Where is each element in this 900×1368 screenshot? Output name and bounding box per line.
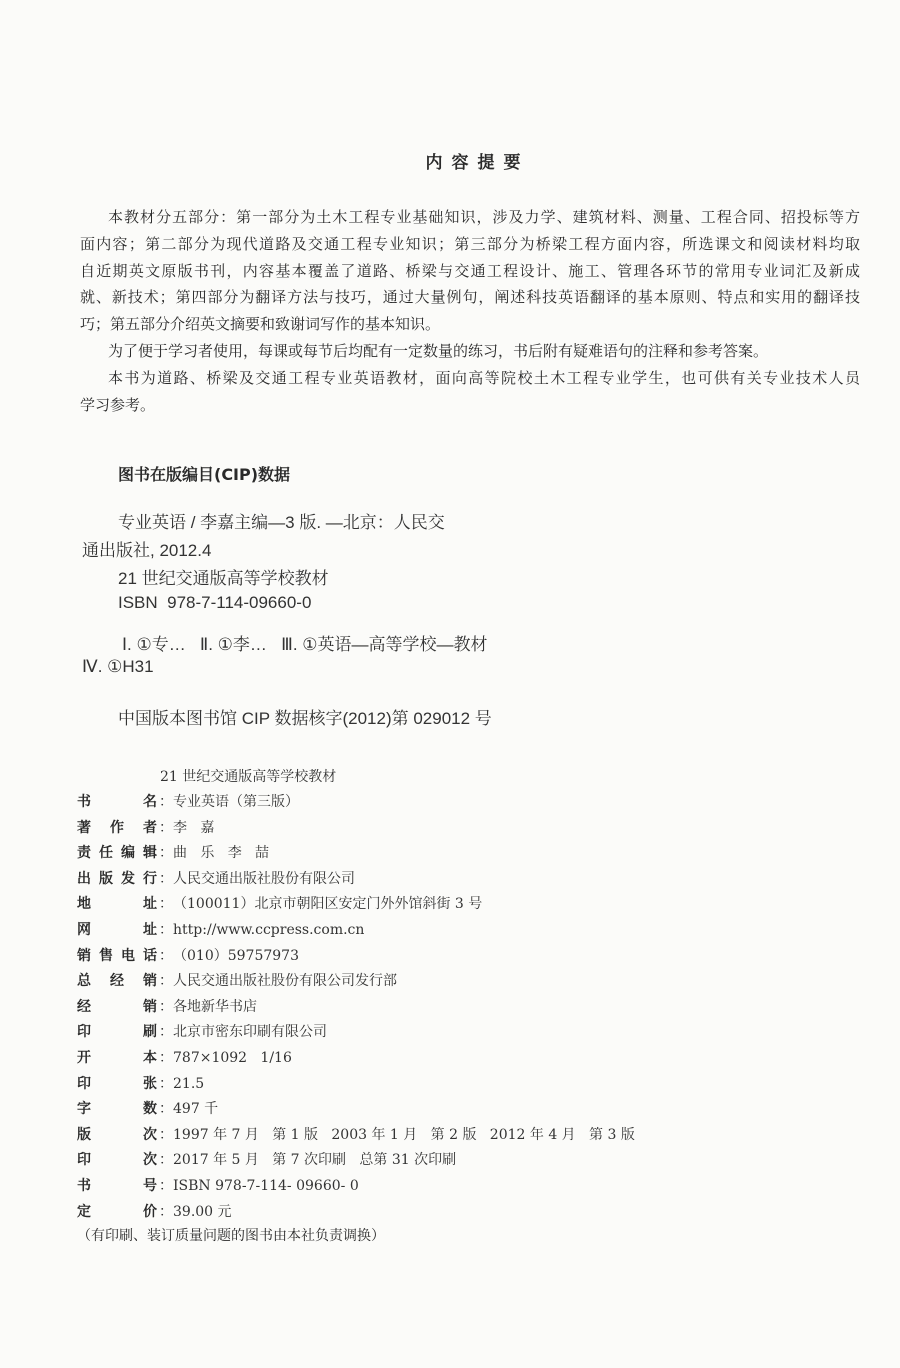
- info-label: 印次: [77, 1152, 157, 1169]
- info-label: 书号: [77, 1177, 157, 1194]
- info-value: 787×1092 1/16: [173, 1049, 292, 1066]
- cip-line1: 专业英语 / 李嘉主编—3 版. —北京：人民交: [118, 513, 445, 532]
- info-label: 总经销: [77, 973, 157, 990]
- cip-classification: Ⅳ. ①H31: [82, 657, 154, 676]
- info-value: http://www.ccpress.com.cn: [173, 921, 365, 938]
- summary-line: 巧；第五部分介绍英文摘要和致谢词写作的基本知识。: [80, 315, 441, 334]
- info-value: ISBN 978-7-114- 09660- 0: [173, 1177, 359, 1194]
- info-value: 人民交通出版社股份有限公司发行部: [173, 973, 397, 990]
- summary-line: 面内容；第二部分为现代道路及交通工程专业知识；第三部分为桥梁工程方面内容，所选课文和阅读材料均取: [80, 234, 860, 253]
- info-row: 开本 ： 787×1092 1/16: [77, 1046, 635, 1072]
- quality-notice: （有印刷、装订质量问题的图书由本社负责调换）: [77, 1228, 385, 1244]
- info-value: 人民交通出版社股份有限公司: [173, 870, 355, 887]
- info-label: 书名: [77, 794, 157, 810]
- cip-approval: 中国版本图书馆 CIP 数据核字(2012)第 029012 号: [118, 709, 492, 728]
- info-value: 曲 乐 李 喆: [173, 845, 270, 862]
- info-label: 开本: [77, 1049, 157, 1066]
- info-label: 地址: [77, 896, 157, 913]
- summary-title: 内容提要: [425, 153, 530, 173]
- info-label: 印刷: [77, 1024, 157, 1041]
- info-label: 版次: [77, 1126, 157, 1143]
- publication-info: [77, 790, 635, 1225]
- info-row: 印张 ： 21.5: [77, 1072, 635, 1098]
- info-row: 网址 ： http://www.ccpress.com.cn: [77, 918, 635, 944]
- info-row: 地址 ： （100011）北京市朝阳区安定门外外馆斜街 3 号: [77, 892, 635, 918]
- info-row: 书名 ： 专业英语（第三版）: [77, 790, 635, 816]
- info-label: 出版发行: [77, 870, 157, 887]
- cip-classification: Ⅰ. ①专… Ⅱ. ①李… Ⅲ. ①英语—高等学校—教材: [122, 635, 488, 654]
- info-row: 书号 ： ISBN 978-7-114- 09660- 0: [77, 1174, 635, 1200]
- info-row: 经销 ： 各地新华书店: [77, 995, 635, 1021]
- info-value: （100011）北京市朝阳区安定门外外馆斜街 3 号: [173, 896, 483, 913]
- cip-isbn: ISBN 978-7-114-09660-0: [118, 593, 312, 612]
- info-row: 责任编辑 ： 曲 乐 李 喆: [77, 841, 635, 867]
- summary-text: [80, 204, 860, 418]
- info-row: 出版发行 ： 人民交通出版社股份有限公司: [77, 867, 635, 893]
- info-value: 39.00 元: [173, 1203, 232, 1220]
- summary-line: 本书为道路、桥梁及交通工程专业英语教材，面向高等院校土木工程专业学生，也可供有关专业技术人员: [108, 368, 860, 387]
- summary-line: 学习参考。: [80, 395, 156, 414]
- publication-series: 21 世纪交通版高等学校教材: [160, 769, 337, 785]
- info-row: 销售电话 ： （010）59757973: [77, 944, 635, 970]
- info-label: 责任编辑: [77, 845, 157, 862]
- summary-line: 自近期英文原版书刊，内容基本覆盖了道路、桥梁与交通工程设计、施工、管理各环节的常用专业词汇及新成: [80, 261, 860, 280]
- info-row: 定价 ： 39.00 元: [77, 1200, 635, 1226]
- summary-line: 本教材分五部分：第一部分为土木工程专业基础知识，涉及力学、建筑材料、测量、工程合同、招投标等方: [108, 208, 860, 226]
- info-label: 网址: [77, 921, 157, 938]
- info-row: 字数 ： 497 千: [77, 1097, 635, 1123]
- info-label: 著作者: [77, 819, 157, 836]
- info-row: 版次 ： 1997 年 7 月 第 1 版 2003 年 1 月 第 2 版 2012 年 4 月 第 3 版: [77, 1123, 635, 1149]
- info-value: 北京市密东印刷有限公司: [173, 1024, 327, 1041]
- info-label: 销售电话: [77, 947, 157, 964]
- info-value: 李 嘉: [173, 819, 215, 836]
- info-row: 总经销 ： 人民交通出版社股份有限公司发行部: [77, 969, 635, 995]
- summary-paragraph-2: 为了便于学习者使用，每课或每节后均配有一定数量的练习，书后附有疑难语句的注释和参考答案。: [108, 341, 769, 360]
- cip-title: 图书在版编目(CIP)数据: [118, 465, 291, 484]
- info-value: 21.5: [173, 1075, 205, 1092]
- info-value: （010）59757973: [173, 947, 299, 964]
- info-value: 2017 年 5 月 第 7 次印刷 总第 31 次印刷: [173, 1152, 457, 1169]
- summary-line: 就、新技术；第四部分为翻译方法与技巧，通过大量例句，阐述科技英语翻译的基本原则、特点和实用的翻译技: [80, 288, 860, 307]
- cip-series: 21 世纪交通版高等学校教材: [118, 569, 329, 588]
- info-label: 经销: [77, 998, 157, 1015]
- info-value: 各地新华书店: [173, 998, 257, 1015]
- info-value: 497 千: [173, 1101, 219, 1118]
- info-row: 印刷 ： 北京市密东印刷有限公司: [77, 1020, 635, 1046]
- cip-line2: 通出版社, 2012.4: [82, 541, 212, 560]
- info-value: 专业英语（第三版）: [173, 794, 299, 810]
- info-value: 1997 年 7 月 第 1 版 2003 年 1 月 第 2 版 2012 年 4 月 第 3 版: [173, 1126, 635, 1143]
- info-label: 字数: [77, 1101, 157, 1118]
- info-label: 定价: [77, 1203, 157, 1220]
- info-label: 印张: [77, 1075, 157, 1092]
- info-row: 印次 ： 2017 年 5 月 第 7 次印刷 总第 31 次印刷: [77, 1148, 635, 1174]
- info-row: 著作者 ： 李 嘉: [77, 816, 635, 842]
